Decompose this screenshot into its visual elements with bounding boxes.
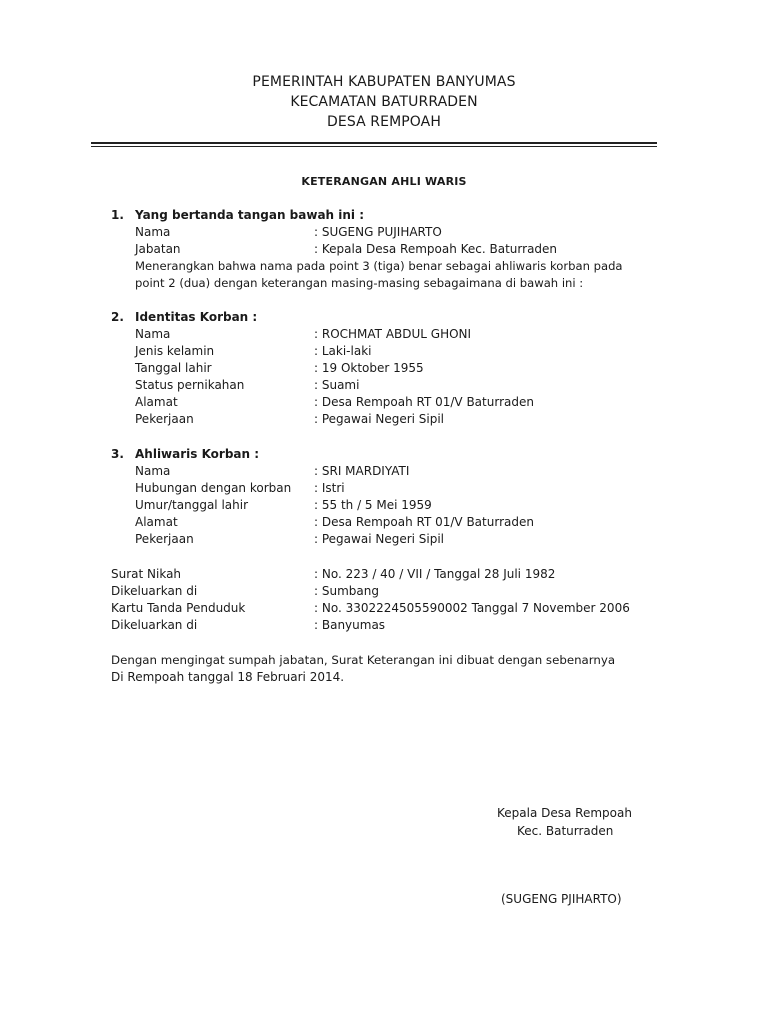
marriage-issued-label: Dikeluarkan di xyxy=(111,584,198,598)
victim-gender-value: : Laki-laki xyxy=(314,344,372,358)
victim-address-label: Alamat xyxy=(135,395,178,409)
section-3-heading: Ahliwaris Korban : xyxy=(135,447,260,461)
heir-job-value: : Pegawai Negeri Sipil xyxy=(314,532,445,546)
document-title: KETERANGAN AHLI WARIS xyxy=(301,175,467,188)
victim-name-label: Nama xyxy=(135,327,171,341)
header-rule-thin xyxy=(91,146,657,147)
signer-name-label: Nama xyxy=(135,225,171,239)
victim-marital-value: : Suami xyxy=(314,378,360,392)
statement-line-1: Menerangkan bahwa nama pada point 3 (tiga) benar sebagai ahliwaris korban pada xyxy=(135,259,623,273)
signer-name-value: : SUGENG PUJIHARTO xyxy=(314,225,442,239)
signer-position-value: : Kepala Desa Rempoah Kec. Baturraden xyxy=(314,242,558,256)
heir-age-value: : 55 th / 5 Mei 1959 xyxy=(314,498,432,512)
marriage-cert-label: Surat Nikah xyxy=(111,567,182,581)
section-1-number: 1. xyxy=(111,208,124,222)
section-1-heading: Yang bertanda tangan bawah ini : xyxy=(135,208,365,222)
heir-address-value: : Desa Rempoah RT 01/V Baturraden xyxy=(314,515,534,529)
closing-line-1: Dengan mengingat sumpah jabatan, Surat Keterangan ini dibuat dengan sebenarnya xyxy=(111,653,616,667)
marriage-cert-value: : No. 223 / 40 / VII / Tanggal 28 Juli 1982 xyxy=(314,567,556,581)
id-issued-label: Dikeluarkan di xyxy=(111,618,198,632)
heir-name-label: Nama xyxy=(135,464,171,478)
id-card-label: Kartu Tanda Penduduk xyxy=(111,601,246,615)
closing-line-2: Di Rempoah tanggal 18 Februari 2014. xyxy=(111,670,345,684)
id-card-value: : No. 3302224505590002 Tanggal 7 November 2006 xyxy=(314,601,630,615)
signature-title-1: Kepala Desa Rempoah xyxy=(497,806,632,820)
section-2-heading: Identitas Korban : xyxy=(135,310,258,324)
heir-address-label: Alamat xyxy=(135,515,178,529)
signature-title-2: Kec. Baturraden xyxy=(517,824,614,838)
marriage-issued-value: : Sumbang xyxy=(314,584,379,598)
heir-job-label: Pekerjaan xyxy=(135,532,194,546)
section-3-number: 3. xyxy=(111,447,124,461)
signature-name: (SUGENG PJIHARTO) xyxy=(501,892,622,906)
victim-job-value: : Pegawai Negeri Sipil xyxy=(314,412,445,426)
victim-birthdate-value: : 19 Oktober 1955 xyxy=(314,361,424,375)
header-line-3: DESA REMPOAH xyxy=(327,114,441,130)
heir-relation-value: : Istri xyxy=(314,481,345,495)
victim-job-label: Pekerjaan xyxy=(135,412,194,426)
header-rule-thick xyxy=(91,142,657,144)
statement-line-2: point 2 (dua) dengan keterangan masing-masing sebagaimana di bawah ini : xyxy=(135,276,584,290)
heir-age-label: Umur/tanggal lahir xyxy=(135,498,249,512)
victim-birthdate-label: Tanggal lahir xyxy=(135,361,212,375)
header-line-2: KECAMATAN BATURRADEN xyxy=(290,94,478,110)
victim-address-value: : Desa Rempoah RT 01/V Baturraden xyxy=(314,395,534,409)
victim-name-value: : ROCHMAT ABDUL GHONI xyxy=(314,327,472,341)
signer-position-label: Jabatan xyxy=(135,242,181,256)
header-line-1: PEMERINTAH KABUPATEN BANYUMAS xyxy=(252,74,516,90)
victim-marital-label: Status pernikahan xyxy=(135,378,245,392)
victim-gender-label: Jenis kelamin xyxy=(135,344,215,358)
id-issued-value: : Banyumas xyxy=(314,618,386,632)
heir-name-value: : SRI MARDIYATI xyxy=(314,464,410,478)
heir-relation-label: Hubungan dengan korban xyxy=(135,481,292,495)
section-2-number: 2. xyxy=(111,310,124,324)
